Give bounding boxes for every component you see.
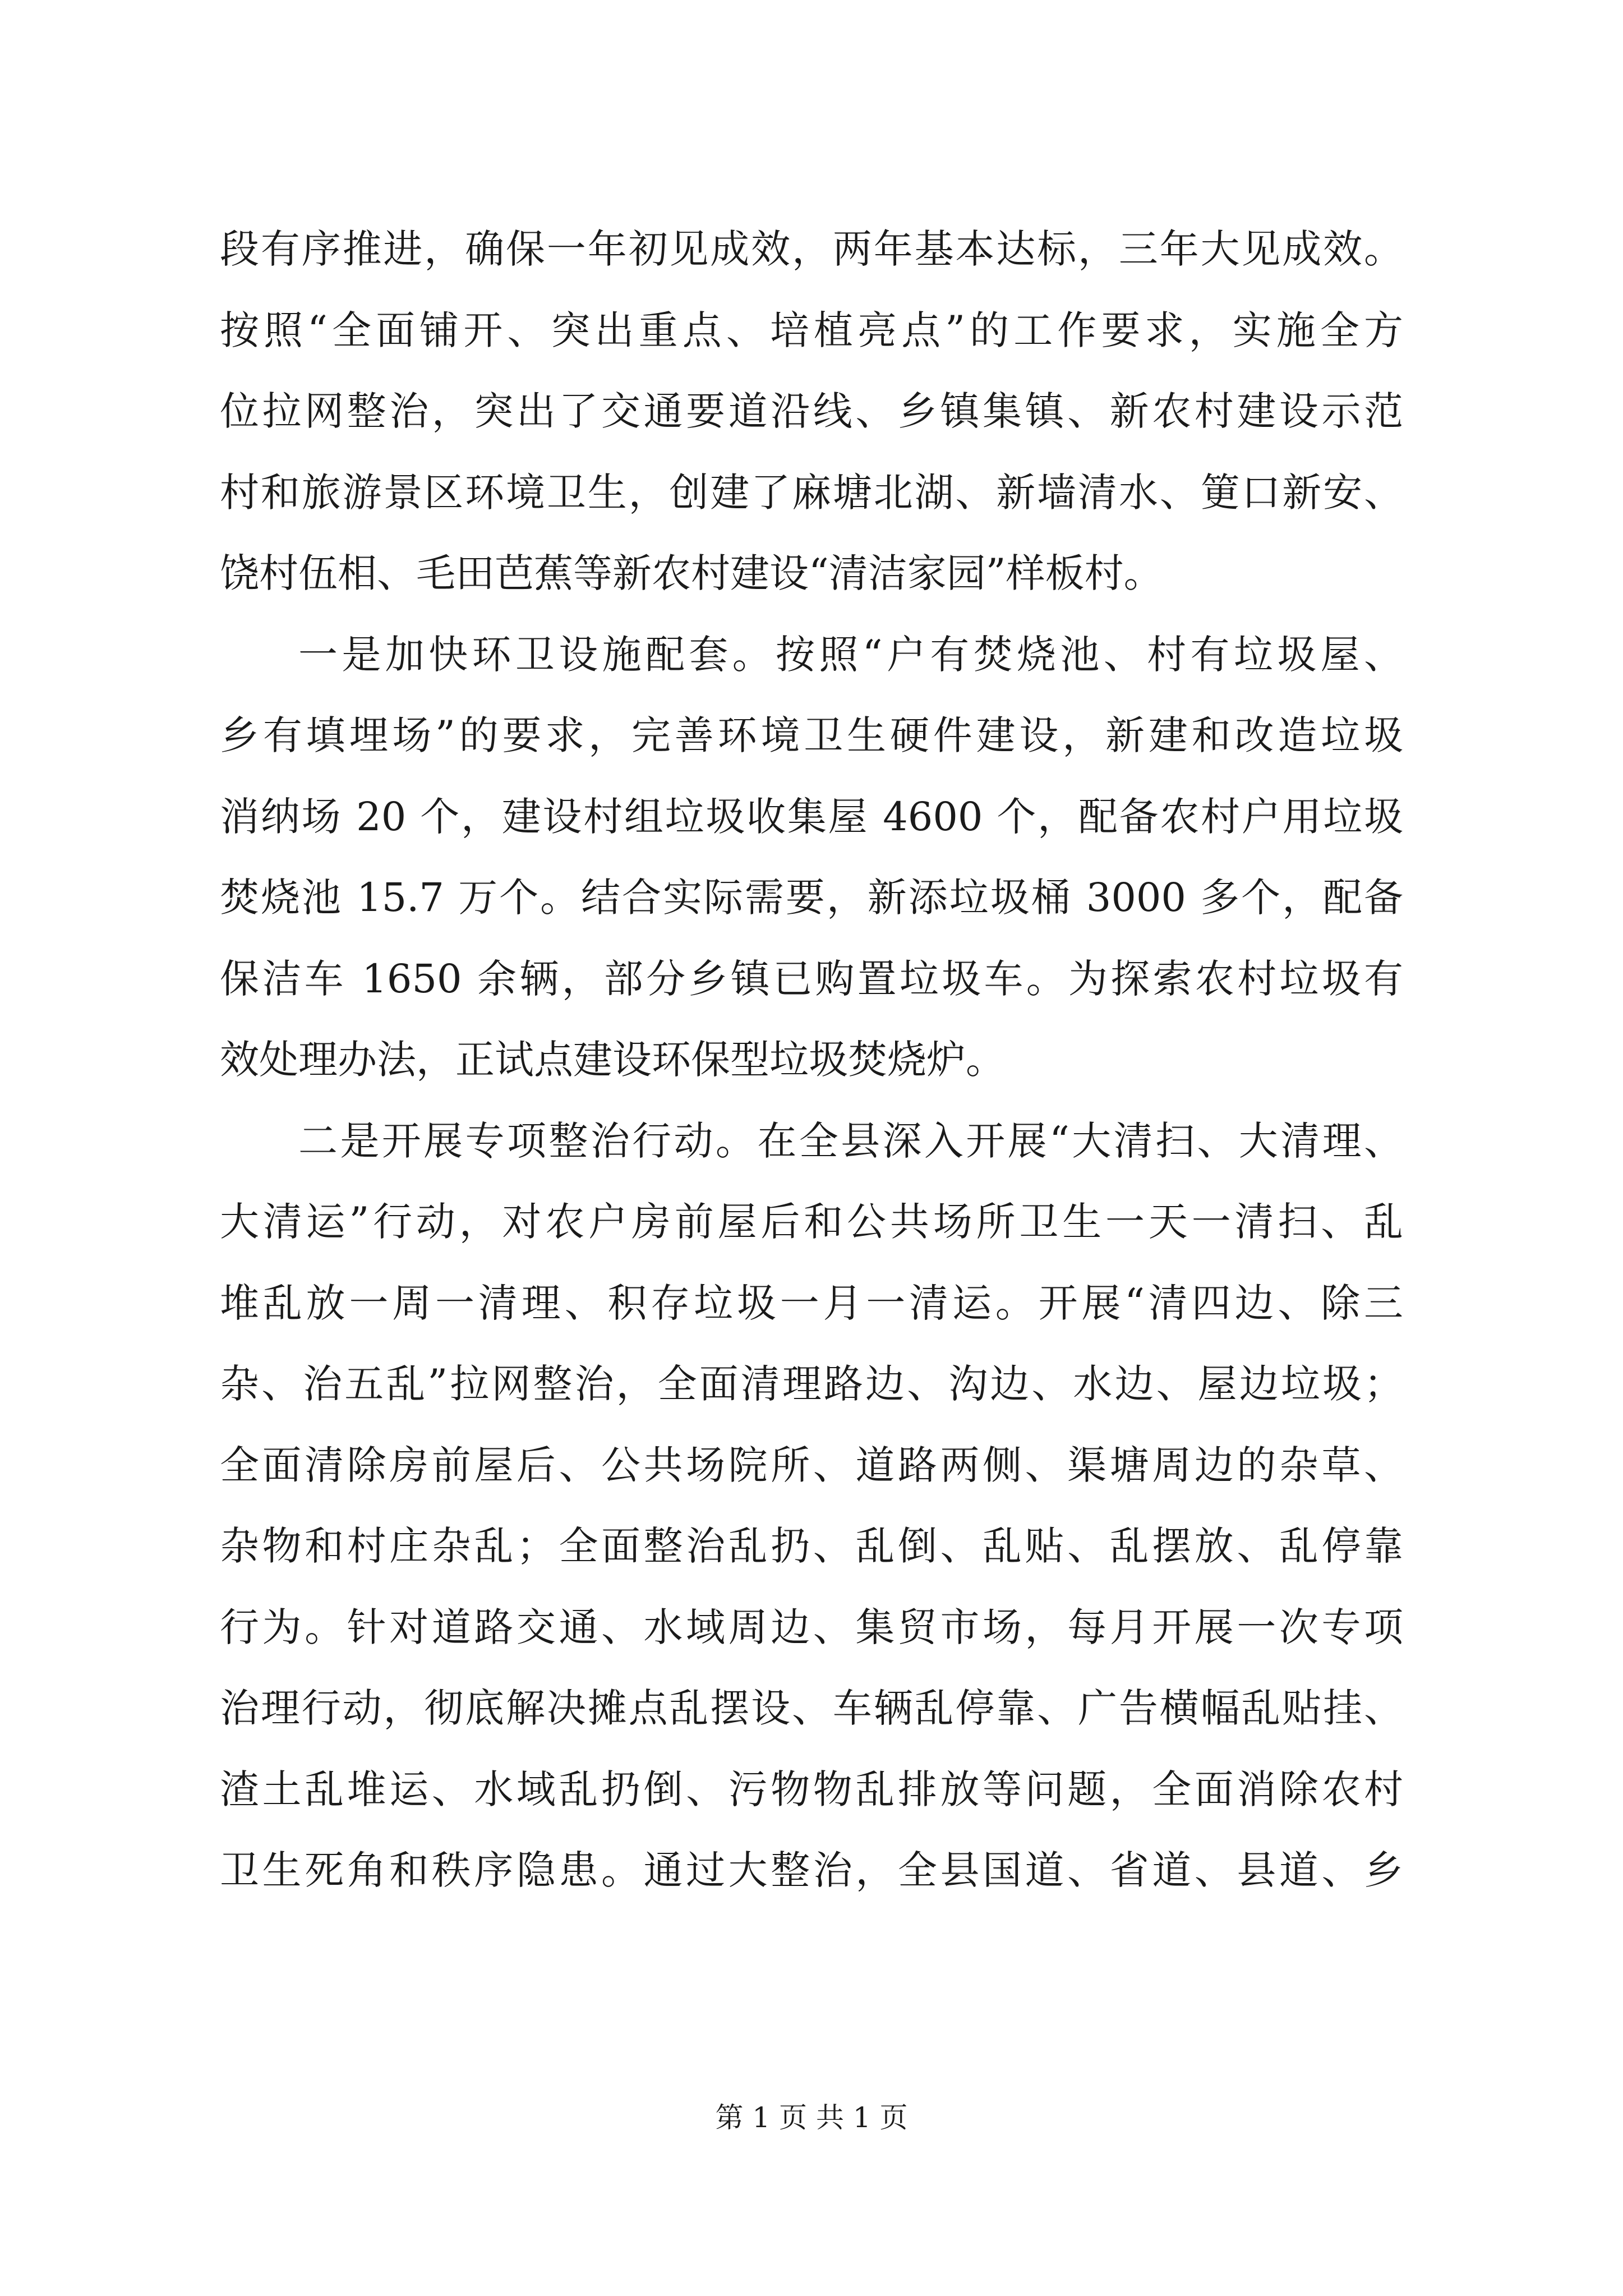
text-line: 效处理办法，正试点建设环保型垃圾焚烧炉。 [220,1037,1005,1083]
page-footer [0,2101,1623,2134]
text-line: 治理行动，彻底解决摊点乱摆设、车辆乱停靠、广告横幅乱贴挂、 [220,1685,1403,1731]
text-line: 保洁车 1650 余辆，部分乡镇已购置垃圾车。为探索农村垃圾有 [220,955,1403,1002]
document-body [220,209,1403,1911]
page-number-label: 第 1 页 共 1 页 [715,2101,908,2134]
text-line: 行为。针对道路交通、水域周边、集贸市场，每月开展一次专项 [220,1604,1403,1650]
text-line: 二是开展专项整治行动。在全县深入开展“大清扫、大清理、 [298,1117,1403,1164]
text-line: 大清运”行动，对农户房前屋后和公共场所卫生一天一清扫、乱 [220,1199,1403,1245]
text-line: 一是加快环卫设施配套。按照“户有焚烧池、村有垃圾屋、 [298,631,1403,678]
text-line: 乡有填埋场”的要求，完善环境卫生硬件建设，新建和改造垃圾 [220,712,1403,758]
text-line: 位拉网整治，突出了交通要道沿线、乡镇集镇、新农村建设示范 [220,388,1403,434]
text-line: 堆乱放一周一清理、积存垃圾一月一清运。开展“清四边、除三 [220,1280,1403,1326]
text-line: 消纳场 20 个，建设村组垃圾收集屋 4600 个，配备农村户用垃圾 [220,793,1403,840]
text-line: 杂、治五乱”拉网整治，全面清理路边、沟边、水边、屋边垃圾； [220,1361,1403,1407]
text-line: 按照“全面铺开、突出重点、培植亮点”的工作要求，实施全方 [220,307,1403,353]
text-line: 杂物和村庄杂乱；全面整治乱扔、乱倒、乱贴、乱摆放、乱停靠 [220,1523,1403,1569]
text-line: 饶村伍相、毛田芭蕉等新农村建设“清洁家园”样板村。 [220,550,1163,596]
paragraph-special-rectification [220,1101,1403,1911]
text-line: 村和旅游景区环境卫生，创建了麻塘北湖、新墙清水、筻口新安、 [220,469,1403,516]
text-line: 段有序推进，确保一年初见成效，两年基本达标，三年大见成效。 [220,226,1403,272]
paragraph-intro [220,209,1403,614]
text-line: 渣土乱堆运、水域乱扔倒、污物物乱排放等问题，全面消除农村 [220,1766,1403,1812]
text-line: 焚烧池 15.7 万个。结合实际需要，新添垃圾桶 3000 多个，配备 [220,875,1403,921]
text-line: 卫生死角和秩序隐患。通过大整治，全县国道、省道、县道、乡 [220,1847,1403,1893]
text-line: 全面清除房前屋后、公共场院所、道路两侧、渠塘周边的杂草、 [220,1442,1403,1488]
paragraph-sanitation-facilities [220,614,1403,1101]
